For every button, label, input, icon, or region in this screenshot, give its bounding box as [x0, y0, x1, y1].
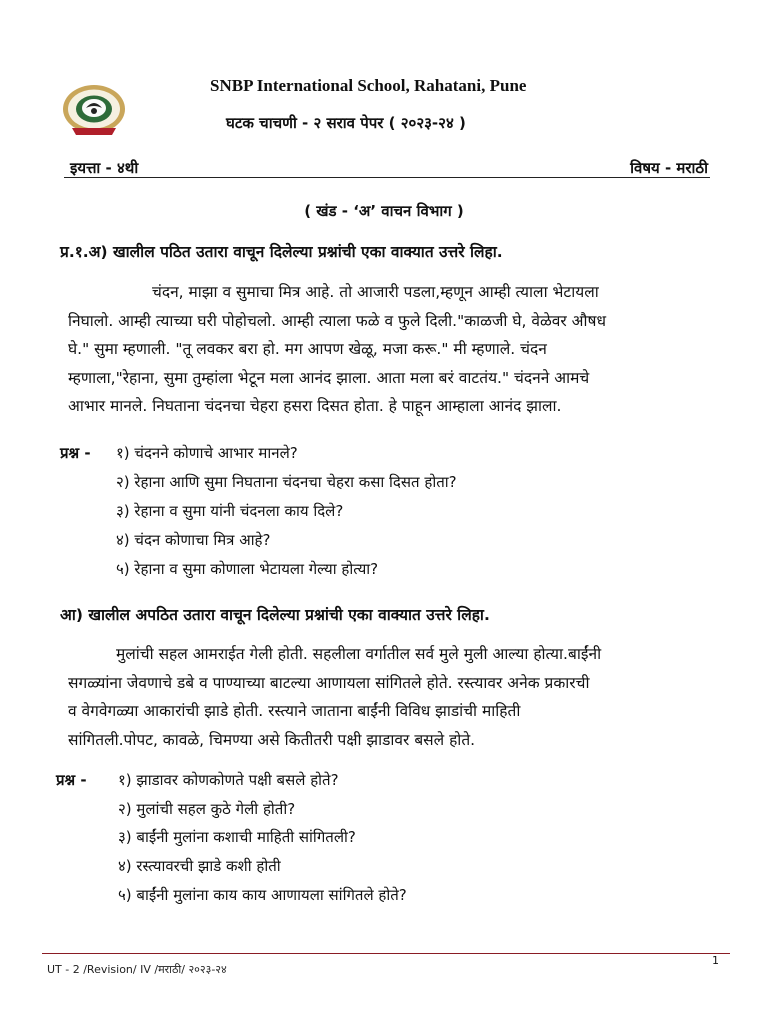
- question-item: ३) रेहाना व सुमा यांनी चंदनला काय दिले?: [116, 502, 344, 520]
- section-b-passage: [68, 640, 728, 754]
- exam-title: घटक चाचणी - २ सराव पेपर ( २०२३-२४ ): [226, 114, 466, 132]
- footer-divider: [42, 953, 730, 954]
- passage-line: आभार मानले. निघताना चंदनचा चेहरा हसरा दिसत होता. हे पाहून आम्हाला आनंद झाला.: [68, 397, 562, 415]
- passage-line: निघालो. आम्ही त्याच्या घरी पोहोचलो. आम्ही त्याला फळे व फुले दिली."काळजी घे, वेळेवर औषध: [68, 311, 607, 330]
- question-item: १) झाडावर कोणकोणते पक्षी बसले होते?: [118, 771, 339, 789]
- question-item: ३) बाईंनी मुलांना कशाची माहिती सांगितली?: [118, 828, 356, 846]
- passage-line: सगळ्यांना जेवणाचे डबे व पाण्याच्या बाटल्या आणायला सांगितले होते. रस्त्यावर अनेक प्रकारची: [68, 673, 590, 692]
- passage-line: मुलांची सहल आमराईत गेली होती. सहलीला वर्गातील सर्व मुले मुली आल्या होत्या.बाईंनी: [116, 645, 602, 663]
- header-divider: [64, 177, 710, 178]
- section-a-questions-label: प्रश्न -: [60, 444, 91, 462]
- footer-code: UT - 2 /Revision/ IV /मराठी/ २०२३-२४: [47, 963, 227, 976]
- passage-line: व वेगवेगळ्या आकारांची झाडे होती. रस्त्याने जाताना बाईंनी विविध झाडांची माहिती: [68, 702, 521, 720]
- passage-line: चंदन, माझा व सुमाचा मित्र आहे. तो आजारी पडला,म्हणून आम्ही त्याला भेटायला: [152, 283, 599, 301]
- section-a-passage: [68, 278, 728, 421]
- passage-line: म्हणाला,"रेहाना, सुमा तुम्हांला भेटून मला आनंद झाला. आता मला बरं वाटतंय." चंदनने आमचे: [68, 368, 590, 387]
- question-item: ५) बाईंनी मुलांना काय काय आणायला सांगितले होते?: [118, 886, 407, 904]
- section-b-questions-label: प्रश्न -: [56, 771, 87, 789]
- passage-line: सांगितली.पोपट, कावळे, चिमण्या असे कितीतरी पक्षी झाडावर बसले होते.: [68, 730, 476, 749]
- question-item: ५) रेहाना व सुमा कोणाला भेटायला गेल्या होत्या?: [116, 560, 379, 578]
- page-number: 1: [712, 954, 719, 967]
- section-b-heading: आ) खालील अपठित उतारा वाचून दिलेल्या प्रश्नांची एका वाक्यात उत्तरे लिहा.: [60, 606, 490, 624]
- school-logo: [58, 82, 130, 138]
- school-name: SNBP International School, Rahatani, Pune: [210, 76, 527, 95]
- section-title: ( खंड - ‘अ’ वाचन विभाग ): [304, 202, 464, 220]
- grade-label: इयत्ता - ४थी: [70, 159, 139, 177]
- question-item: २) मुलांची सहल कुठे गेली होती?: [118, 800, 296, 818]
- question-item: २) रेहाना आणि सुमा निघताना चंदनचा चेहरा कसा दिसत होता?: [116, 473, 457, 491]
- passage-line: घे." सुमा म्हणाली. "तू लवकर बरा हो. मग आपण खेळू, मजा करू." मी म्हणाले. चंदन: [68, 340, 547, 358]
- section-a-heading: प्र.१.अ) खालील पठित उतारा वाचून दिलेल्या प्रश्नांची एका वाक्यात उत्तरे लिहा.: [60, 243, 503, 261]
- subject-label: विषय - मराठी: [630, 159, 708, 177]
- question-item: ४) चंदन कोणाचा मित्र आहे?: [116, 531, 271, 549]
- question-item: १) चंदनने कोणाचे आभार मानले?: [116, 444, 298, 462]
- question-item: ४) रस्त्यावरची झाडे कशी होती: [118, 857, 281, 875]
